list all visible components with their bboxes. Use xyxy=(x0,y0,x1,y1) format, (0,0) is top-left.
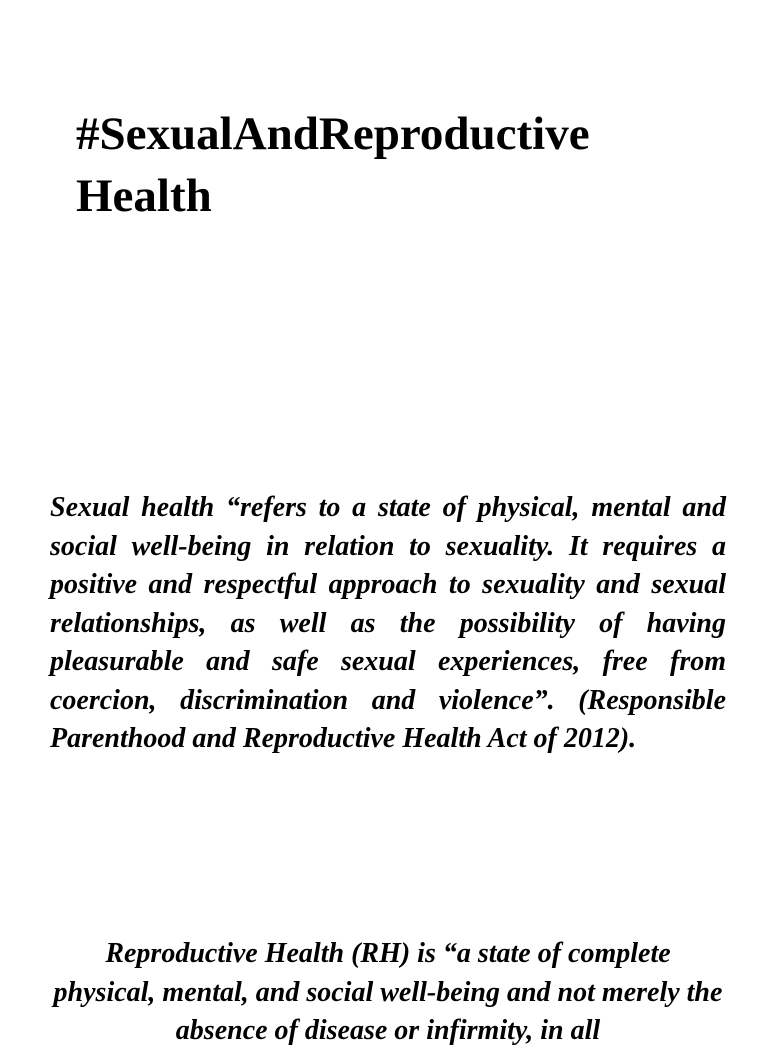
sexual-health-paragraph: Sexual health “refers to a state of physical, mental and social well-being in relation to sexuality. It requires a positive and respectful approach to sexuality and sexual relationships, as well as the possibility of having pleasurable and safe sexual experiences, free from coercion, discrimination and violence”. (Responsible Parenthood and Reproductive Health Act of 2012). xyxy=(50,492,726,754)
page-title: #SexualAndReproductive Health xyxy=(76,108,590,222)
reproductive-health-paragraph: Reproductive Health (RH) is “a state of complete physical, mental, and social well-being and not merely the absence of disease or infirmity, in all xyxy=(53,938,723,1046)
